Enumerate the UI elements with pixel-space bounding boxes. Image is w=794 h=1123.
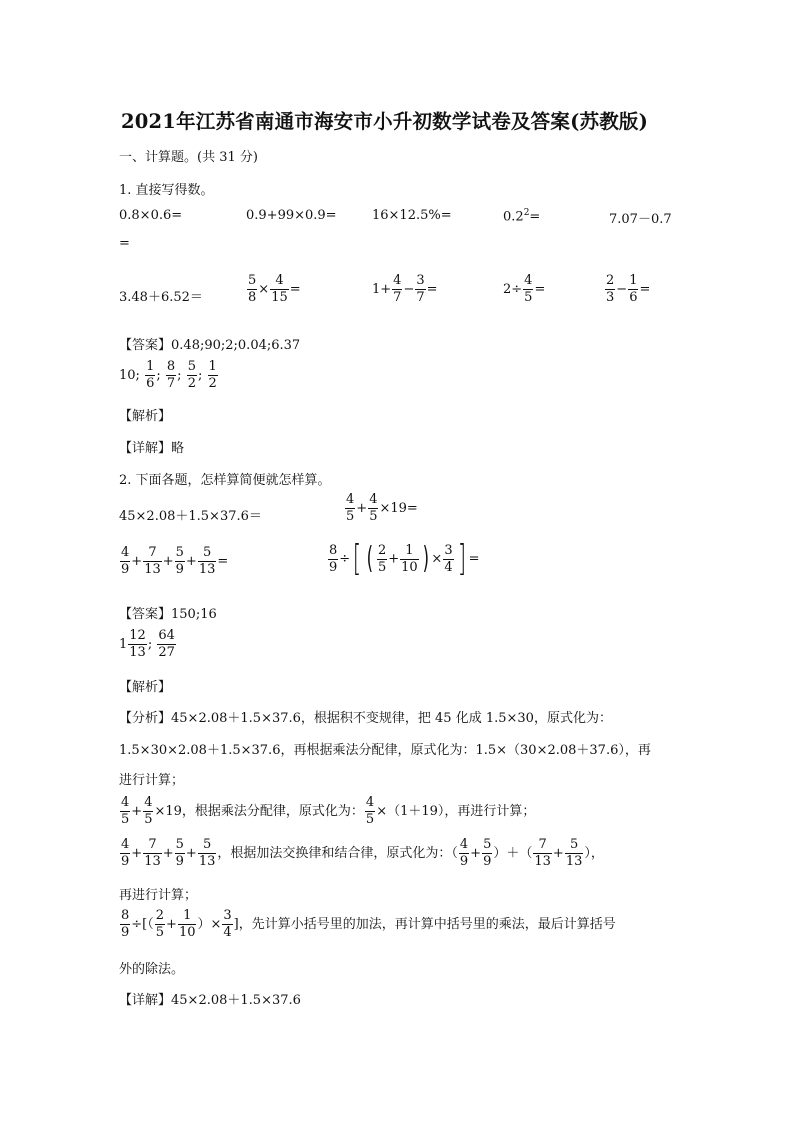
fraction: $\frac{5}{8}$ (248, 273, 257, 305)
q2-analysis-line-3: 进行计算； (119, 773, 185, 788)
fraction: $\frac{5}{9}$ (175, 545, 184, 577)
section-heading: 一、计算题。(共 31 分) (119, 150, 258, 165)
q2-analysis-line-7: $\frac{8}{9}$ ÷[（ $\frac{2}{5}$ + $\frac{1}{10}$ ）× $\frac{3}{4}$ ]，先计算小括号里的加法，再计算中括号里的乘法，最后计算括号 (121, 908, 616, 940)
fraction: $\frac{8}{7}$ (166, 359, 176, 391)
q1-expr-5: 7.07－0.7 (609, 212, 672, 227)
fraction: $\frac{4}{9}$ (121, 545, 130, 577)
fraction: $\frac{4}{5}$ (524, 273, 533, 305)
fraction: $\frac{5}{2}$ (187, 359, 196, 391)
fraction: $\frac{5}{13}$ (198, 837, 216, 869)
fraction: $\frac{64}{27}$ (158, 628, 175, 660)
fraction: $\frac{4}{9}$ (459, 837, 469, 869)
fraction: $\frac{1}{10}$ (401, 542, 418, 575)
q1-expr-9: 2÷ $\frac{4}{5}$ = (503, 273, 546, 305)
fraction: $\frac{4}{15}$ (271, 273, 288, 305)
fraction: $\frac{12}{13}$ (129, 628, 146, 660)
fraction: $\frac{7}{13}$ (144, 837, 161, 869)
fraction: $\frac{4}{5}$ (369, 492, 378, 524)
q1-answer: 【答案】0.48;90;2;0.04;6.37 (119, 338, 301, 353)
fraction: $\frac{5}{13}$ (565, 837, 583, 869)
q1-expr-10: $\frac{2}{3}$ − $\frac{1}{6}$ = (606, 273, 651, 305)
q2-analysis-line-6: 再进行计算； (119, 888, 198, 903)
q1-expr-1: 0.8×0.6= (119, 208, 183, 223)
q1-expr-8: 1+ $\frac{4}{7}$ − $\frac{3}{7}$ = (372, 273, 438, 305)
q1-label: 1. 直接写得数。 (119, 183, 214, 198)
fraction: $\frac{1}{10}$ (178, 908, 196, 940)
q2-answer: 【答案】150;16 (119, 607, 217, 622)
fraction: $\frac{4}{9}$ (121, 837, 130, 869)
fraction: $\frac{7}{13}$ (144, 545, 161, 577)
q2-analysis-line-8: 外的除法。 (119, 962, 185, 977)
fraction: $\frac{5}{9}$ (483, 837, 492, 869)
fraction: $\frac{7}{13}$ (534, 837, 551, 869)
fraction: $\frac{1}{2}$ (208, 359, 217, 391)
fraction: $\frac{1}{6}$ (629, 273, 638, 305)
fraction: $\frac{5}{9}$ (175, 837, 184, 869)
q2-detail: 【详解】45×2.08＋1.5×37.6 (119, 993, 301, 1008)
fraction: $\frac{3}{4}$ (444, 542, 453, 575)
q2-answer-fractions: 1 $\frac{12}{13}$ ; $\frac{64}{27}$ (119, 628, 175, 660)
fraction: $\frac{1}{6}$ (146, 359, 155, 391)
q2-expr-1: 45×2.08＋1.5×37.6＝ (119, 509, 262, 524)
q2-label: 2. 下面各题，怎样算简便就怎样算。 (119, 473, 331, 488)
fraction: $\frac{3}{7}$ (416, 273, 425, 305)
fraction: $\frac{2}{3}$ (606, 273, 615, 305)
fraction: $\frac{8}{9}$ (121, 908, 130, 940)
fraction: $\frac{4}{7}$ (393, 273, 402, 305)
q1-expr-7: $\frac{5}{8}$ × $\frac{4}{15}$ = (248, 273, 301, 305)
q2-expr-2: $\frac{4}{5}$ + $\frac{4}{5}$ ×19= (346, 492, 418, 524)
q2-analysis-line-2: 1.5×30×2.08＋1.5×37.6，再根据乘法分配律，原式化为：1.5×（30×2.08＋37.6），再 (119, 743, 651, 758)
fraction: $\frac{4}{5}$ (346, 492, 355, 524)
fraction: $\frac{4}{5}$ (121, 795, 130, 827)
fraction: $\frac{3}{4}$ (223, 908, 232, 940)
fraction: $\frac{4}{5}$ (144, 795, 153, 827)
q1-expr-2: 0.9+99×0.9= (246, 208, 337, 223)
q1-detail: 【详解】略 (119, 441, 185, 456)
q2-analysis-label: 【解析】 (119, 680, 172, 695)
q1-expr-6: 3.48＋6.52＝ (119, 290, 203, 305)
q2-expr-3: $\frac{4}{9}$ + $\frac{7}{13}$ + $\frac{5}{9}$ + $\frac{5}{13}$ = (121, 545, 229, 577)
q2-expr-4: $\frac{8}{9}$ ÷[ ( $\frac{2}{5}$ + $\frac{1}{10}$ ) × $\frac{3}{4}$ ] = (329, 538, 480, 579)
fraction: $\frac{4}{5}$ (365, 795, 375, 827)
q1-expr-3: 16×12.5%= (372, 208, 452, 223)
q2-analysis-line-1: 【分析】45×2.08＋1.5×37.6，根据积不变规律，把 45 化成 1.5×30，原式化为： (119, 711, 612, 726)
q1-analysis-label: 【解析】 (119, 409, 172, 424)
page-title: 2021年江苏省南通市海安市小升初数学试卷及答案(苏教版) (121, 110, 649, 133)
fraction: $\frac{2}{5}$ (155, 908, 165, 940)
q1-expr-5-eq: = (119, 236, 130, 251)
fraction: $\frac{8}{9}$ (329, 542, 338, 575)
fraction: $\frac{2}{5}$ (377, 542, 387, 575)
fraction: $\frac{5}{13}$ (198, 545, 216, 577)
q2-analysis-line-4: $\frac{4}{5}$ + $\frac{4}{5}$ ×19，根据乘法分配律，原式化为： $\frac{4}{5}$ ×（1＋19），再进行计算； (121, 795, 536, 827)
q1-answer-fractions: 10; $\frac{1}{6}$ ; $\frac{8}{7}$ ; $\frac{5}{2}$ ; $\frac{1}{2}$ (119, 359, 217, 391)
q2-analysis-line-5: $\frac{4}{9}$ + $\frac{7}{13}$ + $\frac{5}{9}$ + $\frac{5}{13}$ ，根据加法交换律和结合律，原式化为：（ $\frac{4}{9}$ + $\frac{5}{9}$ ）＋（ $\frac{7}{13}$ + $\frac{5}{13}$ ）， (121, 837, 604, 869)
q1-expr-4: $0.2^2=$ (503, 208, 541, 225)
